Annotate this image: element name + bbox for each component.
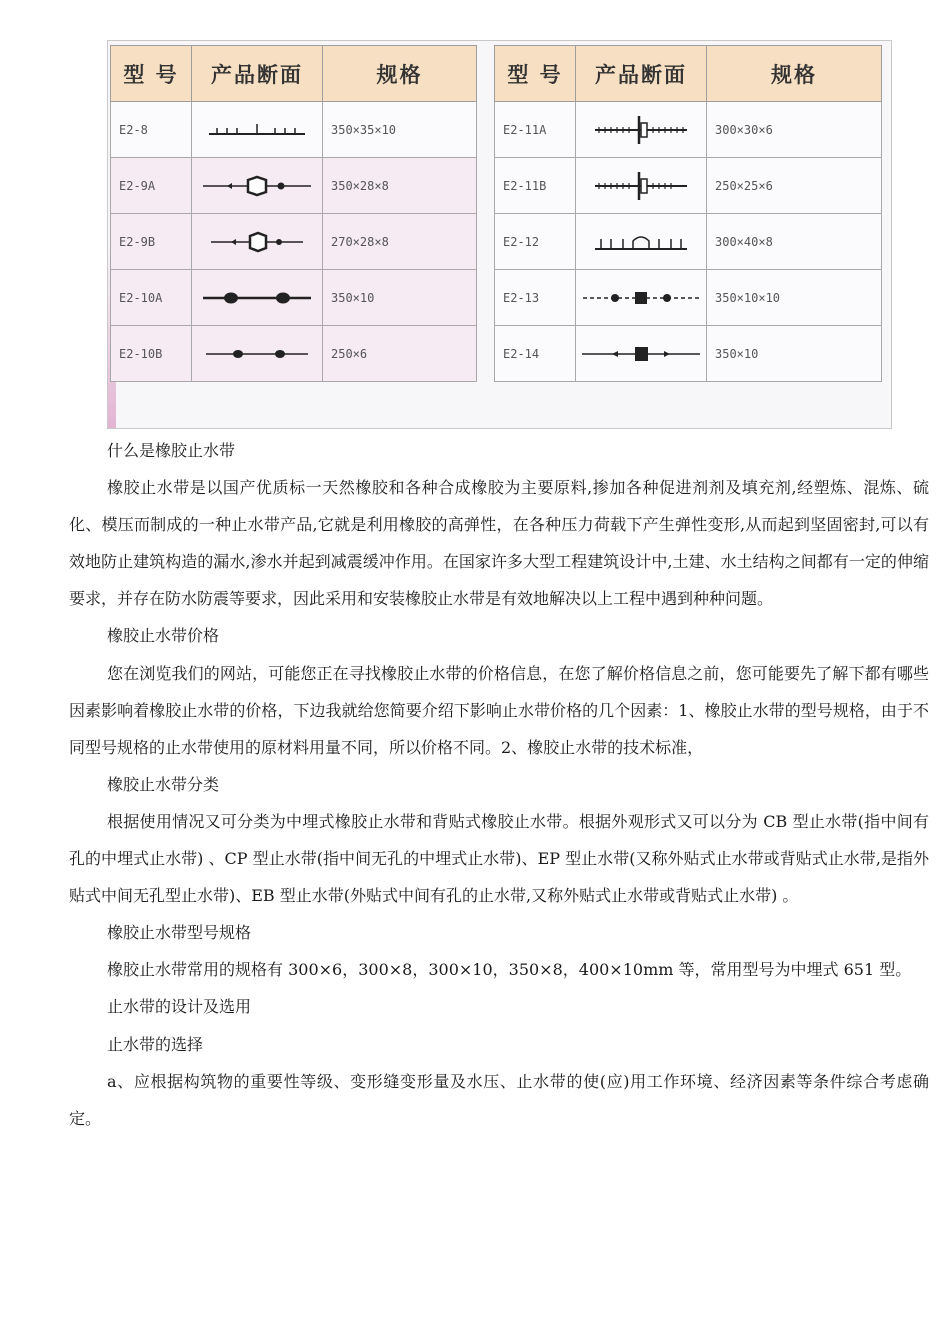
header-spec: 规格 — [323, 46, 477, 102]
model-cell: E2-8 — [111, 102, 192, 158]
spec-cell: 300×40×8 — [707, 214, 882, 270]
spec-table-header — [111, 46, 477, 102]
header-spec: 规格 — [707, 46, 882, 102]
table-row — [111, 158, 477, 214]
table-row — [495, 158, 882, 214]
double-bulb-profile-icon — [204, 345, 310, 363]
spec-figure — [107, 40, 892, 429]
spec-cell: 270×28×8 — [323, 214, 477, 270]
serrated-center-plate-profile-icon — [591, 114, 691, 146]
paragraph: 橡胶止水带是以国产优质标一天然橡胶和各种合成橡胶为主要原料,掺加各种促进剂剂及填充剂,经塑炼、混炼、硫化、模压而制成的一种止水带产品,它就是利用橡胶的高弹性，在各种压力荷载下产生弹性变形,从而起到坚固密封,可以有效地防止建筑构造的漏水,渗水并起到减震缓冲作用。在国家许多大型工程建筑设计中,土建、水土结构之间都有一定的伸缩要求，并存在防水防震等要求，因此采用和安装橡胶止水带是有效地解决以上工程中遇到种种问题。 — [69, 478, 929, 609]
model-cell: E2-9A — [111, 158, 192, 214]
arch-ribbed-profile-icon — [591, 231, 691, 253]
spec-cell: 350×10 — [323, 270, 477, 326]
spec-cell: 350×35×10 — [323, 102, 477, 158]
header-model: 型 号 — [111, 46, 192, 102]
paragraph: 您在浏览我们的网站，可能您正在寻找橡胶止水带的价格信息，在您了解价格信息之前，您可能要先了解下都有哪些因素影响着橡胶止水带的价格，下边我就给您简要介绍下影响止水带价格的几个因素：1、橡胶止水带的型号规格，由于不同型号规格的止水带使用的原材料用量不同，所以价格不同。2、橡胶止水带的技术标准， — [69, 663, 929, 757]
spec-cell: 300×30×6 — [707, 102, 882, 158]
table-row — [111, 326, 477, 382]
section-cell — [576, 214, 707, 270]
spec-cell: 350×28×8 — [323, 158, 477, 214]
section-heading: 止水带的选择 — [107, 1034, 204, 1054]
spec-cell: 250×25×6 — [707, 158, 882, 214]
section-heading: 止水带的设计及选用 — [107, 997, 252, 1017]
section-cell — [576, 326, 707, 382]
table-row — [111, 270, 477, 326]
model-cell: E2-14 — [495, 326, 576, 382]
spec-table-header — [495, 46, 882, 102]
header-model: 型 号 — [495, 46, 576, 102]
model-cell: E2-13 — [495, 270, 576, 326]
section-heading: 橡胶止水带型号规格 — [107, 923, 252, 943]
spec-cell: 250×6 — [323, 326, 477, 382]
table-row — [111, 214, 477, 270]
table-row — [495, 326, 882, 382]
flat-ribbed-profile-icon — [207, 120, 307, 140]
paragraph: 根据使用情况又可分类为中埋式橡胶止水带和背贴式橡胶止水带。根据外观形式又可以分为 CB 型止水带(指中间有孔的中埋式止水带) 、CP 型止水带(指中间无孔的中埋式止水带)、EP 型止水带(又称外贴式止水带或背贴式止水带,是指外贴式中间无孔型止水带)、EB 型止水带(外贴式中间有孔的止水带,又称外贴式止水带或背贴式止水带) 。 — [69, 811, 929, 906]
model-cell: E2-12 — [495, 214, 576, 270]
model-cell: E2-11B — [495, 158, 576, 214]
spec-cell: 350×10 — [707, 326, 882, 382]
spec-table-left — [110, 45, 477, 382]
section-cell — [192, 270, 323, 326]
table-row — [111, 102, 477, 158]
spec-table-right — [494, 45, 882, 382]
paragraph: a、应根据构筑物的重要性等级、变形缝变形量及水压、止水带的使(应)用工作环境、经济因素等条件综合考虑确定。 — [69, 1071, 929, 1128]
spec-cell: 350×10×10 — [707, 270, 882, 326]
section-cell — [576, 158, 707, 214]
model-cell: E2-10A — [111, 270, 192, 326]
paragraph: 橡胶止水带常用的规格有 300×6，300×8，300×10，350×8，400×10mm 等，常用型号为中埋式 651 型。 — [107, 960, 912, 980]
table-row — [495, 214, 882, 270]
double-bulb-profile-icon — [201, 288, 313, 308]
square-center-bulb-profile-icon — [580, 343, 702, 365]
section-heading: 橡胶止水带价格 — [107, 626, 220, 646]
square-center-bulb-profile-icon — [581, 288, 701, 308]
header-section: 产品断面 — [576, 46, 707, 102]
section-cell — [192, 326, 323, 382]
hollow-hexagon-bulb-profile-icon — [201, 174, 313, 198]
section-cell — [192, 102, 323, 158]
hollow-hexagon-bulb-profile-icon — [207, 231, 307, 253]
article-body — [69, 432, 929, 1137]
header-section: 产品断面 — [192, 46, 323, 102]
table-row — [495, 102, 882, 158]
section-heading: 橡胶止水带分类 — [107, 774, 220, 794]
section-cell — [576, 102, 707, 158]
model-cell: E2-9B — [111, 214, 192, 270]
table-row — [495, 270, 882, 326]
section-cell — [576, 270, 707, 326]
section-cell — [192, 158, 323, 214]
section-cell — [192, 214, 323, 270]
serrated-center-plate-profile-icon — [591, 170, 691, 202]
model-cell: E2-11A — [495, 102, 576, 158]
section-heading: 什么是橡胶止水带 — [107, 441, 236, 460]
model-cell: E2-10B — [111, 326, 192, 382]
